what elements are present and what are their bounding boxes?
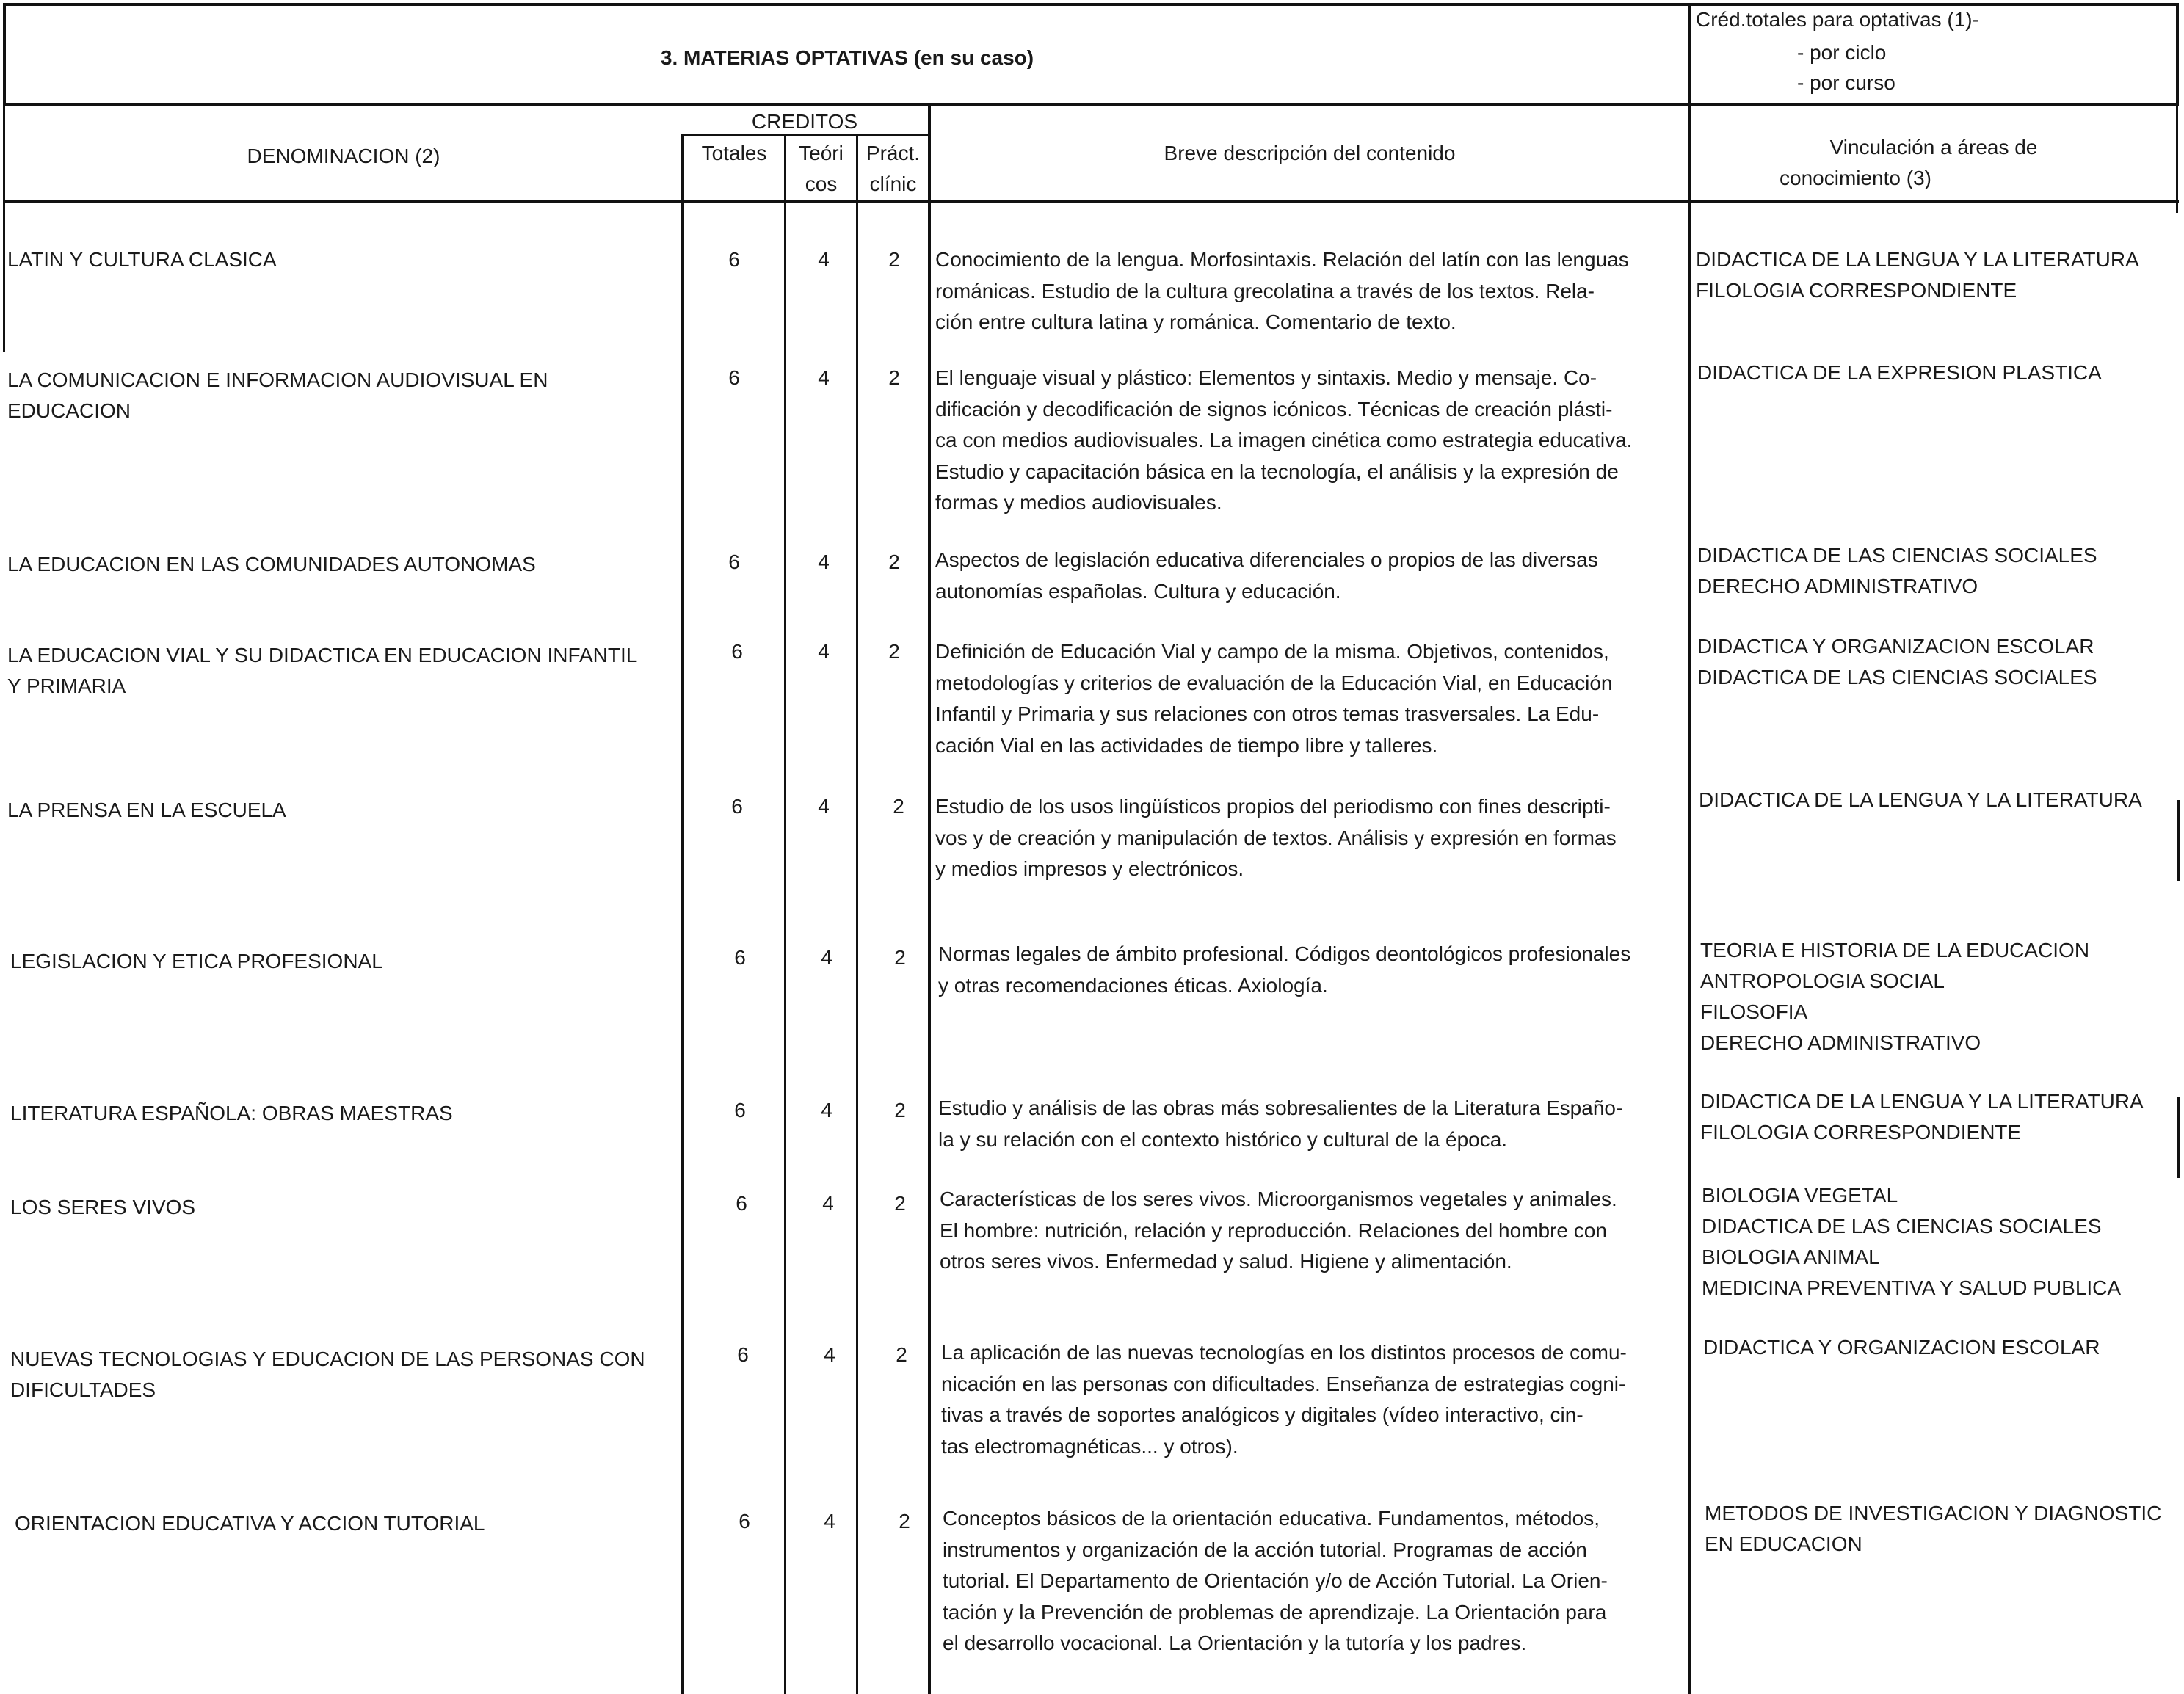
row-5-name: LA PRENSA EN LA ESCUELA: [7, 799, 286, 821]
row-5-teoricos: 4: [818, 795, 830, 818]
row-3-totales: 6: [728, 550, 740, 573]
row-1-description: Conocimiento de la lengua. Morfosintaxis. Relación del latín con las lenguas románicas. Estudio de la cultura grecolatina a través de los textos. Rela- ción entre cultura latina y románica. Comentario de texto.: [935, 248, 1629, 333]
row-7-practicos: 2: [894, 1099, 906, 1122]
row-5-description: Estudio de los usos lingüísticos propios del periodismo con fines descripti- vos y de creación y manipulación de textos. Análisis y expresión en formas y medios impresos y electrónicos.: [935, 795, 1617, 880]
row-4-name: LA EDUCACION VIAL Y SU DIDACTICA EN EDUCACION INFANTIL Y PRIMARIA: [7, 644, 638, 697]
row-1-teoricos: 4: [818, 248, 830, 271]
row-2-teoricos: 4: [818, 366, 830, 389]
row-8-areas: BIOLOGIA VEGETAL DIDACTICA DE LAS CIENCIAS SOCIALES BIOLOGIA ANIMAL MEDICINA PREVENTIVA Y SALUD PUBLICA: [1702, 1184, 2122, 1299]
row-6-teoricos: 4: [821, 946, 832, 969]
row-5-areas: DIDACTICA DE LA LENGUA Y LA LITERATURA: [1699, 788, 2142, 811]
teoricos-header-line2: cos: [805, 172, 838, 195]
creditos-header: CREDITOS: [751, 110, 858, 133]
row-10-description: Conceptos básicos de la orientación educativa. Fundamentos, métodos, instrumentos y organización de la acción tutorial. Programas de acción tutorial. El Departamento de Orientación y/o de Acción Tutorial. La Orien- tación y la Prevención de problemas de aprendizaje. La Orientación para el desarrollo vocacional. La Orientación y la tutoría y los padres.: [943, 1507, 1608, 1654]
row-1-totales: 6: [728, 248, 740, 271]
row-8-name: LOS SERES VIVOS: [10, 1196, 196, 1218]
row-9-areas: DIDACTICA Y ORGANIZACION ESCOLAR: [1703, 1336, 2100, 1359]
totales-header: Totales: [701, 142, 767, 164]
margin-line-right-2: [2177, 1097, 2180, 1178]
row-10-totales: 6: [739, 1510, 750, 1533]
denominacion-header: DENOMINACION (2): [247, 145, 440, 167]
row-10-practicos: 2: [899, 1510, 910, 1533]
right-border: [2176, 3, 2179, 106]
denominacion-col-divider: [681, 134, 684, 1694]
row-6-areas: TEORIA E HISTORIA DE LA EDUCACION ANTROPOLOGIA SOCIAL FILOSOFIA DERECHO ADMINISTRATIVO: [1700, 939, 2090, 1054]
teoricos-header-line1: Teóri: [799, 142, 844, 164]
row-6-totales: 6: [734, 946, 746, 969]
row-9-practicos: 2: [896, 1343, 907, 1366]
row-7-areas: DIDACTICA DE LA LENGUA Y LA LITERATURA FILOLOGIA CORRESPONDIENTE: [1700, 1090, 2144, 1144]
row-10-areas: METODOS DE INVESTIGACION Y DIAGNOSTIC EN EDUCACION: [1705, 1502, 2162, 1555]
row-5-practicos: 2: [893, 795, 904, 818]
right-border-lower: [2176, 103, 2178, 213]
totales-col-divider: [784, 134, 786, 1694]
row-8-totales: 6: [736, 1192, 747, 1215]
row-7-totales: 6: [734, 1099, 746, 1122]
row-1-name: LATIN Y CULTURA CLASICA: [7, 248, 277, 271]
section-title: 3. MATERIAS OPTATIVAS (en su caso): [660, 46, 1034, 69]
row-3-description: Aspectos de legislación educativa diferenciales o propios de las diversas autonomías españolas. Cultura y educación.: [935, 548, 1598, 603]
row-3-name: LA EDUCACION EN LAS COMUNIDADES AUTONOMAS: [7, 553, 536, 575]
row-5-totales: 6: [731, 795, 743, 818]
row-9-totales: 6: [737, 1343, 749, 1366]
teoricos-col-divider: [856, 134, 858, 1694]
row-2-practicos: 2: [888, 366, 900, 389]
row-4-totales: 6: [731, 640, 743, 663]
credits-per-cycle-label: - por ciclo: [1797, 41, 1887, 64]
row-8-teoricos: 4: [822, 1192, 834, 1215]
row-3-areas: DIDACTICA DE LAS CIENCIAS SOCIALES DERECHO ADMINISTRATIVO: [1697, 544, 2097, 597]
row-9-description: La aplicación de las nuevas tecnologías en los distintos procesos de comu- nicación en las personas con dificultades. Enseñanza de estrategias cogni- tivas a través de soportes analógicos y digitales (vídeo interactivo, cin- tas electromagnéticas... y otros).: [941, 1341, 1627, 1458]
practicos-header-line1: Práct.: [866, 142, 921, 164]
margin-line-right: [2177, 800, 2180, 881]
row-3-practicos: 2: [888, 550, 900, 573]
row-9-teoricos: 4: [824, 1343, 835, 1366]
row-7-description: Estudio y análisis de las obras más sobresalientes de la Literatura Españo- la y su relación con el contexto histórico y cultural de la época.: [938, 1097, 1623, 1151]
row-6-description: Normas legales de ámbito profesional. Códigos deontológicos profesionales y otras recomendaciones éticas. Axiología.: [938, 942, 1631, 997]
practicos-col-divider: [928, 103, 931, 1694]
vinculacion-header-line1: Vinculación a áreas de: [1829, 136, 2038, 159]
row-7-teoricos: 4: [821, 1099, 832, 1122]
row-4-teoricos: 4: [818, 640, 830, 663]
header-divider: [3, 103, 2179, 106]
row-4-description: Definición de Educación Vial y campo de la misma. Objetivos, contenidos, metodologías y criterios de evaluación de la Educación Vial, en Educación Infantil y Primaria y sus relaciones con otros temas trasversales. La Edu- cación Vial en las actividades de tiempo libre y talleres.: [935, 640, 1613, 757]
left-border-lower: [3, 103, 5, 352]
credits-per-course-label: - por curso: [1797, 71, 1895, 94]
practicos-header-line2: clínic: [869, 172, 917, 195]
row-10-name: ORIENTACION EDUCATIVA Y ACCION TUTORIAL: [15, 1512, 485, 1535]
vinculacion-header-line2: conocimiento (3): [1780, 167, 1931, 189]
row-4-practicos: 2: [888, 640, 900, 663]
row-8-description: Características de los seres vivos. Microorganismos vegetales y animales. El hombre: nutrición, relación y reproducción. Relaciones del hombre con otros seres vivos. Enfermedad y salud. Higiene y alimentación.: [940, 1188, 1617, 1273]
row-7-name: LITERATURA ESPAÑOLA: OBRAS MAESTRAS: [10, 1102, 453, 1124]
row-6-practicos: 2: [894, 946, 906, 969]
row-2-description: El lenguaje visual y plástico: Elementos y sintaxis. Medio y mensaje. Co- dificación y decodificación de signos icónicos. Técnicas de creación plásti- ca con medios audiovisuales. La imagen cinética como estrategia educativa. Estudio y capacitación básica en la tecnología, el análisis y la expresión de formas y medios audiovisuales.: [935, 366, 1633, 514]
row-2-name: LA COMUNICACION E INFORMACION AUDIOVISUAL EN EDUCACION: [7, 368, 548, 422]
row-1-areas: DIDACTICA DE LA LENGUA Y LA LITERATURA FILOLOGIA CORRESPONDIENTE: [1696, 248, 2139, 302]
row-1-practicos: 2: [888, 248, 900, 271]
column-header-bottom: [3, 200, 2179, 203]
row-6-name: LEGISLACION Y ETICA PROFESIONAL: [10, 950, 383, 973]
row-3-teoricos: 4: [818, 550, 830, 573]
credits-total-label: Créd.totales para optativas (1)-: [1696, 8, 1979, 31]
row-4-areas: DIDACTICA Y ORGANIZACION ESCOLAR DIDACTICA DE LAS CIENCIAS SOCIALES: [1697, 635, 2097, 688]
row-9-name: NUEVAS TECNOLOGIAS Y EDUCACION DE LAS PERSONAS CON DIFICULTADES: [10, 1348, 645, 1401]
descripcion-header: Breve descripción del contenido: [1164, 142, 1456, 164]
row-10-teoricos: 4: [824, 1510, 835, 1533]
row-2-totales: 6: [728, 366, 740, 389]
row-8-practicos: 2: [894, 1192, 906, 1215]
row-2-areas: DIDACTICA DE LA EXPRESION PLASTICA: [1697, 361, 2102, 384]
